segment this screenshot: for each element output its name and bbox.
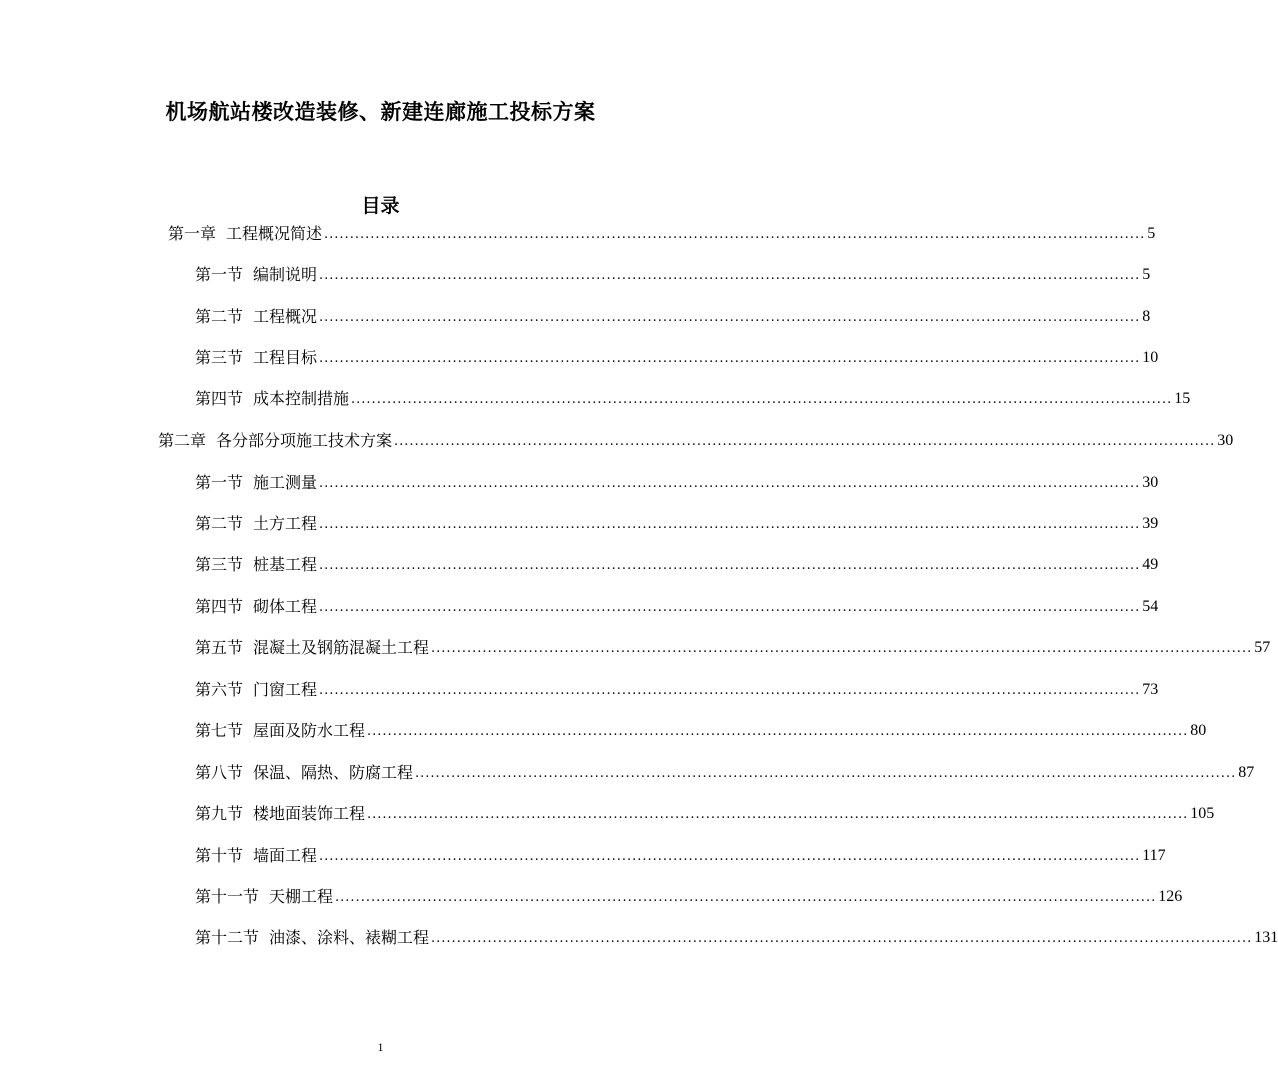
toc-entry[interactable] [195, 715, 1207, 741]
toc-entry[interactable] [195, 591, 1159, 617]
toc-entry-number: 第三节 [195, 348, 244, 367]
toc-entry[interactable] [195, 757, 1255, 783]
toc-dot-leader: ................................................................................................................................................................ [431, 931, 1253, 946]
toc-entry-page: 30 [1142, 474, 1159, 491]
toc-entry-page: 131 [1254, 929, 1278, 946]
toc-entry[interactable] [158, 425, 1234, 451]
toc-entry[interactable] [195, 881, 1183, 907]
toc-entry[interactable] [195, 342, 1159, 368]
page-number: 1 [377, 1040, 384, 1054]
toc-entry-page: 5 [1147, 225, 1156, 242]
document-title: 机场航站楼改造装修、新建连廊施工投标方案 [165, 100, 596, 124]
toc-dot-leader: ................................................................................................................................................................ [367, 724, 1189, 739]
toc-entry-page: 5 [1142, 266, 1151, 283]
toc-entry-title: 工程目标 [253, 348, 318, 367]
toc-entry-number: 第十二节 [195, 928, 260, 947]
toc-entry-number: 第六节 [195, 680, 244, 699]
toc-entry-number: 第一节 [195, 473, 244, 492]
toc-entry-page: 80 [1190, 722, 1207, 739]
toc-entry[interactable] [195, 922, 1278, 948]
toc-dot-leader: ................................................................................................................................................................ [319, 517, 1141, 532]
toc-entry-number: 第三节 [195, 555, 244, 574]
toc-dot-leader: ................................................................................................................................................................ [319, 849, 1141, 864]
toc-entry-title: 屋面及防水工程 [253, 721, 366, 740]
toc-entry-page: 8 [1142, 308, 1151, 325]
toc-entry[interactable] [195, 549, 1159, 575]
toc-entry-page: 117 [1142, 847, 1166, 864]
toc-entry-title: 楼地面装饰工程 [253, 804, 366, 823]
toc-entry-title: 工程概况 [253, 307, 318, 326]
toc-entry-title: 砌体工程 [253, 597, 318, 616]
toc-entry-page: 105 [1190, 805, 1215, 822]
toc-entry-title: 工程概况简述 [226, 224, 323, 243]
toc-dot-leader: ................................................................................................................................................................ [319, 310, 1141, 325]
toc-entry-title: 成本控制措施 [253, 389, 350, 408]
toc-entry-number: 第十节 [195, 846, 244, 865]
toc-entry-number: 第五节 [195, 638, 244, 657]
toc-entry-title: 土方工程 [253, 514, 318, 533]
toc-entry[interactable] [195, 301, 1151, 327]
toc-entry-title: 各分部分项施工技术方案 [216, 431, 393, 450]
toc-entry-title: 桩基工程 [253, 555, 318, 574]
toc-dot-leader: ................................................................................................................................................................ [351, 392, 1173, 407]
toc-entry[interactable] [168, 218, 1156, 244]
toc-dot-leader: ................................................................................................................................................................ [394, 434, 1216, 449]
toc-entry[interactable] [195, 383, 1191, 409]
toc-entry[interactable] [195, 508, 1159, 534]
toc-entry-page: 73 [1142, 681, 1159, 698]
toc-entry-page: 15 [1174, 390, 1191, 407]
toc-dot-leader: ................................................................................................................................................................ [367, 807, 1189, 822]
toc-entry-number: 第一章 [168, 224, 217, 243]
toc-entry-page: 87 [1238, 764, 1255, 781]
toc-entry[interactable] [195, 674, 1159, 700]
toc-dot-leader: ................................................................................................................................................................ [319, 558, 1141, 573]
toc-dot-leader: ................................................................................................................................................................ [415, 766, 1237, 781]
toc-entry-title: 保温、隔热、防腐工程 [253, 763, 414, 782]
toc-entry-title: 施工测量 [253, 473, 318, 492]
toc-dot-leader: ................................................................................................................................................................ [319, 600, 1141, 615]
toc-entry-number: 第二节 [195, 514, 244, 533]
toc-entry[interactable] [195, 840, 1166, 866]
toc-entry-title: 天棚工程 [269, 887, 334, 906]
toc-entry-number: 第四节 [195, 389, 244, 408]
toc-entry-page: 39 [1142, 515, 1159, 532]
toc-heading: 目录 [361, 195, 400, 217]
toc-entry-title: 油漆、涂料、裱糊工程 [269, 928, 430, 947]
toc-dot-leader: ................................................................................................................................................................ [319, 683, 1141, 698]
toc-dot-leader: ................................................................................................................................................................ [431, 641, 1253, 656]
toc-dot-leader: ................................................................................................................................................................ [335, 890, 1157, 905]
toc-entry-number: 第一节 [195, 265, 244, 284]
toc-entry-number: 第七节 [195, 721, 244, 740]
toc-entry-page: 49 [1142, 556, 1159, 573]
toc-entry-title: 编制说明 [253, 265, 318, 284]
toc-dot-leader: ................................................................................................................................................................ [319, 476, 1141, 491]
toc-entry[interactable] [195, 632, 1271, 658]
toc-dot-leader: ................................................................................................................................................................ [319, 351, 1141, 366]
toc-entry-title: 墙面工程 [253, 846, 318, 865]
toc-entry-number: 第九节 [195, 804, 244, 823]
toc-entry-page: 126 [1158, 888, 1183, 905]
toc-entry-page: 30 [1217, 432, 1234, 449]
toc-entry-title: 门窗工程 [253, 680, 318, 699]
toc-entry-number: 第二章 [158, 431, 207, 450]
toc-dot-leader: ................................................................................................................................................................ [324, 227, 1146, 242]
toc-entry-page: 54 [1142, 598, 1159, 615]
toc-entry-number: 第八节 [195, 763, 244, 782]
toc-entry-title: 混凝土及钢筋混凝土工程 [253, 638, 430, 657]
toc-entry-number: 第十一节 [195, 887, 260, 906]
toc-entry-page: 57 [1254, 639, 1271, 656]
toc-entry[interactable] [195, 467, 1159, 493]
toc-dot-leader: ................................................................................................................................................................ [319, 268, 1141, 283]
toc-entry[interactable] [195, 798, 1215, 824]
toc-entry-number: 第四节 [195, 597, 244, 616]
toc-entry-number: 第二节 [195, 307, 244, 326]
toc-entry[interactable] [195, 259, 1151, 285]
toc-entry-page: 10 [1142, 349, 1159, 366]
